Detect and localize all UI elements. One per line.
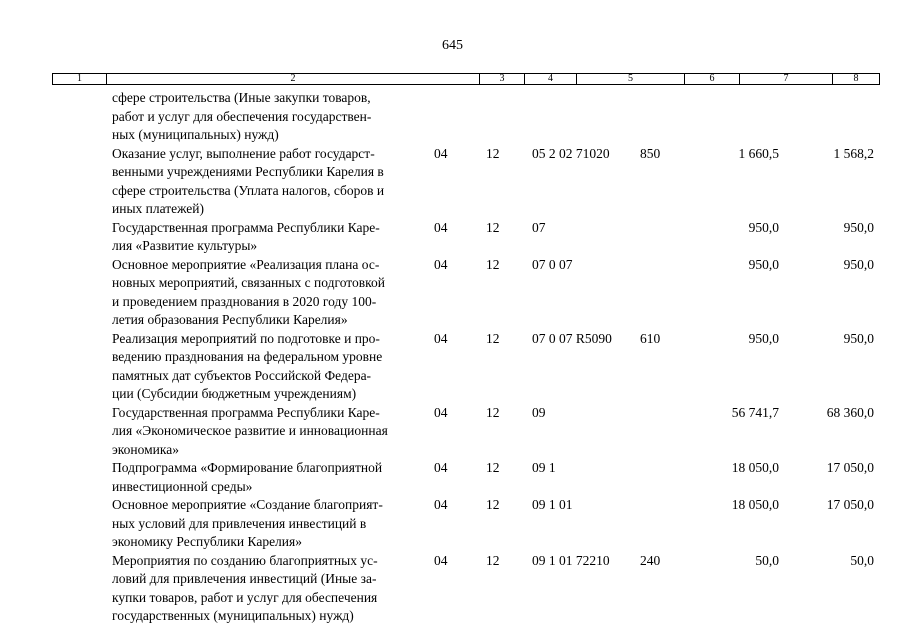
description-line: Мероприятия по созданию благоприятных ус- — [112, 552, 378, 568]
subsection-code: 12 — [486, 552, 500, 568]
expense-type-code — [636, 459, 689, 496]
target-article-code: 09 — [532, 404, 546, 420]
row-description — [52, 145, 430, 219]
description-line: ных условий для привлечения инвестиций в — [112, 515, 367, 531]
description-line: лия «Экономическое развитие и инновационная — [112, 423, 388, 438]
description-line: Оказание услуг, выполнение работ государст- — [112, 145, 375, 161]
amount-year-1: 950,0 — [748, 219, 779, 235]
subsection-code: 12 — [486, 330, 500, 346]
header-col-1: 1 — [53, 74, 107, 84]
amount-year-1: 56 741,7 — [731, 404, 779, 420]
description-line: ных (муниципальных) нужд) — [112, 127, 279, 142]
table-row — [52, 459, 880, 496]
target-article-code: 09 1 01 — [532, 497, 573, 512]
description-line: венными учреждениями Республики Карелия в — [112, 164, 384, 179]
description-line: Государственная программа Республики Каре- — [112, 404, 380, 420]
target-article-code: 05 2 02 71020 — [532, 145, 610, 161]
description-line: лия «Развитие культуры» — [112, 238, 258, 253]
amount-year-1: 950,0 — [748, 256, 779, 272]
target-article-code: 07 — [532, 219, 546, 235]
amount-year-2: 950,0 — [843, 330, 874, 346]
amount-year-2: 17 050,0 — [826, 497, 874, 512]
expense-type-code — [636, 496, 689, 552]
table-row — [52, 496, 880, 552]
table-row — [52, 330, 880, 404]
header-col-8: 8 — [853, 73, 859, 84]
description-line: Основное мероприятие «Реализация плана ос- — [112, 256, 380, 272]
table-row — [52, 145, 880, 219]
amount-year-2 — [787, 89, 880, 145]
section-code: 04 — [434, 256, 448, 272]
amount-year-2: 68 360,0 — [826, 404, 874, 420]
section-code: 04 — [434, 497, 448, 512]
subsection-code — [478, 89, 528, 145]
description-line: государственных (муниципальных) нужд) — [112, 608, 354, 623]
description-line: экономику Республики Карелия» — [112, 534, 302, 549]
subsection-code: 12 — [486, 219, 500, 235]
amount-year-2: 1 568,2 — [833, 145, 874, 161]
amount-year-2: 50,0 — [850, 552, 874, 568]
table-row — [52, 256, 880, 330]
amount-year-1: 18 050,0 — [731, 460, 779, 475]
row-description — [52, 552, 430, 626]
subsection-code: 12 — [486, 497, 500, 512]
header-col-6: 6 — [685, 74, 740, 84]
expense-type-code: 610 — [640, 330, 661, 346]
row-description — [52, 459, 430, 496]
target-article-code: 07 0 07 — [532, 256, 573, 272]
target-article-code: 07 0 07 R5090 — [532, 330, 612, 346]
amount-year-1: 950,0 — [748, 330, 779, 346]
amount-year-2: 17 050,0 — [826, 460, 874, 475]
row-description — [52, 256, 430, 330]
header-col-3: 3 — [480, 74, 525, 84]
target-article-code: 09 1 — [532, 460, 556, 475]
page-number: 645 — [442, 38, 463, 53]
description-line: инвестиционной среды» — [112, 478, 253, 494]
description-line: Подпрограмма «Формирование благоприятной — [112, 460, 383, 475]
table-row — [52, 219, 880, 256]
amount-year-1: 50,0 — [755, 552, 779, 568]
description-line: новных мероприятий, связанных с подготовкой — [112, 275, 385, 290]
row-description — [52, 89, 430, 145]
section-code: 04 — [434, 219, 448, 235]
target-article-code: 09 1 01 72210 — [532, 552, 610, 568]
section-code: 04 — [434, 330, 448, 346]
table-header — [52, 73, 880, 85]
expense-type-code — [636, 256, 689, 330]
amount-year-2: 950,0 — [843, 256, 874, 272]
description-line: ведению празднования на федеральном уровне — [112, 349, 383, 364]
section-code: 04 — [434, 404, 448, 420]
row-description — [52, 330, 430, 404]
section-code — [430, 89, 478, 145]
table-row — [52, 89, 880, 145]
subsection-code: 12 — [486, 404, 500, 420]
description-line: ловий для привлечения инвестиций (Иные за- — [112, 571, 377, 586]
table-row — [52, 404, 880, 460]
subsection-code: 12 — [486, 256, 500, 272]
row-description — [52, 496, 430, 552]
expense-type-code: 850 — [640, 145, 661, 161]
header-col-4: 4 — [525, 74, 577, 84]
header-col-2: 2 — [107, 74, 480, 84]
table-body — [52, 89, 880, 626]
expense-type-code — [636, 219, 689, 256]
expense-type-code — [636, 404, 689, 460]
description-line: летия образования Республики Карелия» — [112, 312, 348, 327]
description-line: Реализация мероприятий по подготовке и про- — [112, 330, 380, 346]
amount-year-2: 950,0 — [843, 219, 874, 235]
description-line: сфере строительства (Уплата налогов, сборов и — [112, 182, 385, 198]
description-line: Государственная программа Республики Каре- — [112, 219, 380, 235]
amount-year-1: 18 050,0 — [731, 497, 779, 512]
section-code: 04 — [434, 145, 448, 161]
description-line: купки товаров, работ и услуг для обеспечения — [112, 589, 378, 605]
subsection-code: 12 — [486, 145, 500, 161]
description-line: Основное мероприятие «Создание благоприят- — [112, 497, 383, 512]
header-col-7: 7 — [740, 74, 833, 84]
row-description — [52, 219, 430, 256]
description-line: экономика» — [112, 441, 179, 457]
description-line: памятных дат субъектов Российской Федера- — [112, 367, 372, 383]
expense-type-code — [636, 89, 689, 145]
description-line: сфере строительства (Иные закупки товаров, — [112, 90, 371, 105]
section-code: 04 — [434, 552, 448, 568]
description-line: иных платежей) — [112, 201, 205, 216]
description-line: работ и услуг для обеспечения государствен- — [112, 108, 372, 124]
description-line: ции (Субсидии бюджетным учреждениям) — [112, 386, 357, 401]
amount-year-1 — [689, 89, 787, 145]
amount-year-1: 1 660,5 — [738, 145, 779, 161]
description-line: и проведением празднования в 2020 году 100- — [112, 293, 377, 309]
row-description — [52, 404, 430, 460]
section-code: 04 — [434, 460, 448, 475]
target-article-code — [528, 89, 636, 145]
expense-type-code: 240 — [640, 552, 661, 568]
table-row — [52, 552, 880, 626]
header-col-5: 5 — [577, 74, 685, 84]
subsection-code: 12 — [486, 460, 500, 475]
